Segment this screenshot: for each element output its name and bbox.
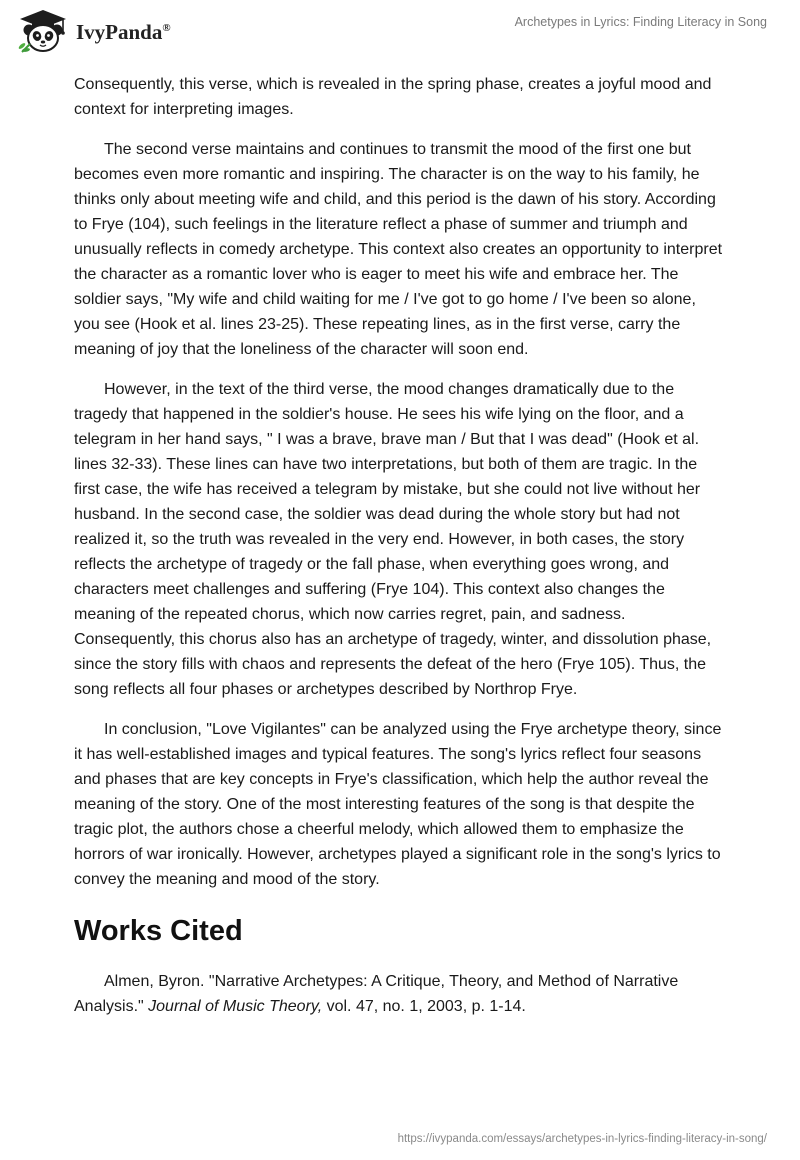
citation-entry [74, 969, 726, 1019]
paragraph: In conclusion, "Love Vigilantes" can be analyzed using the Frye archetype theory, since it has well-established images and typical features. The song's lyrics reflect four seasons and phases that are key concepts in Frye's classification, which help the author reveal the meaning of the story. One of the most interesting features of the song is that despite the tragic plot, the authors chose a cheerful melody, which allowed them to emphasize the horrors of war ironically. However, archetypes played a significant role in the song's lyrics to convey the meaning and mood of the story. [74, 721, 722, 888]
ivypanda-logo[interactable] [16, 8, 171, 54]
panda-graduate-icon [16, 8, 70, 54]
essay-content [74, 72, 726, 1034]
source-url[interactable]: https://ivypanda.com/essays/archetypes-in-lyrics-finding-literacy-in-song/ [397, 1133, 767, 1145]
paragraph: The second verse maintains and continues to transmit the mood of the first one but becomes even more romantic and inspiring. The character is on the way to his family, he thinks only about meeting wife and child, and this period is the dawn of his story. According to Frye (104), such feelings in the literature reflect a phase of summer and triumph and unusually reflects in comedy archetype. This context also creates an opportunity to interpret the character as a romantic lover who is eager to meet his wife and embrace her. The soldier says, "My wife and child waiting for me / I've got to go home / I've been so alone, you see (Hook et al. lines 23-25). These repeating lines, as in the first verse, carry the meaning of joy that the loneliness of the character will soon end. [74, 141, 723, 358]
brand-name: IvyPanda® [76, 19, 171, 44]
citation-details: vol. 47, no. 1, 2003, p. 1-14. [322, 998, 526, 1015]
paragraph: Consequently, this verse, which is revealed in the spring phase, creates a joyful mood and context for interpreting images. [74, 76, 712, 118]
page-header [0, 0, 800, 64]
citation-journal: Journal of Music Theory, [148, 998, 323, 1015]
paragraph: However, in the text of the third verse, the mood changes dramatically due to the tragedy that happened in the soldier's house. He sees his wife lying on the floor, and a telegram in her hand says, " I was a brave, brave man / But that I was dead" (Hook et al. lines 32-33). These lines can have two interpretations, but both of them are tragic. In the first case, the wife has received a telegram by mistake, but she could not live without her husband. In the second case, the soldier was dead during the whole story but had not realized it, so the truth was revealed in the very end. However, in both cases, the story reflects the archetype of tragedy or the fall phase, when everything goes wrong, and characters meet challenges and suffering (Frye 104). This context also changes the meaning of the repeated chorus, which now carries regret, pain, and sadness. Consequently, this chorus also has an archetype of tragedy, winter, and dissolution phase, since the story fills with chaos and represents the defeat of the hero (Frye 105). Thus, the song reflects all four phases or archetypes described by Northrop Frye. [74, 381, 712, 698]
works-cited-heading: Works Cited [74, 915, 243, 947]
citation-text: Almen, Byron. "Narrative Archetypes: A Critique, Theory, and Method of Narrative Analysis." [74, 973, 679, 1015]
document-title: Archetypes in Lyrics: Finding Literacy in Song [514, 15, 767, 29]
